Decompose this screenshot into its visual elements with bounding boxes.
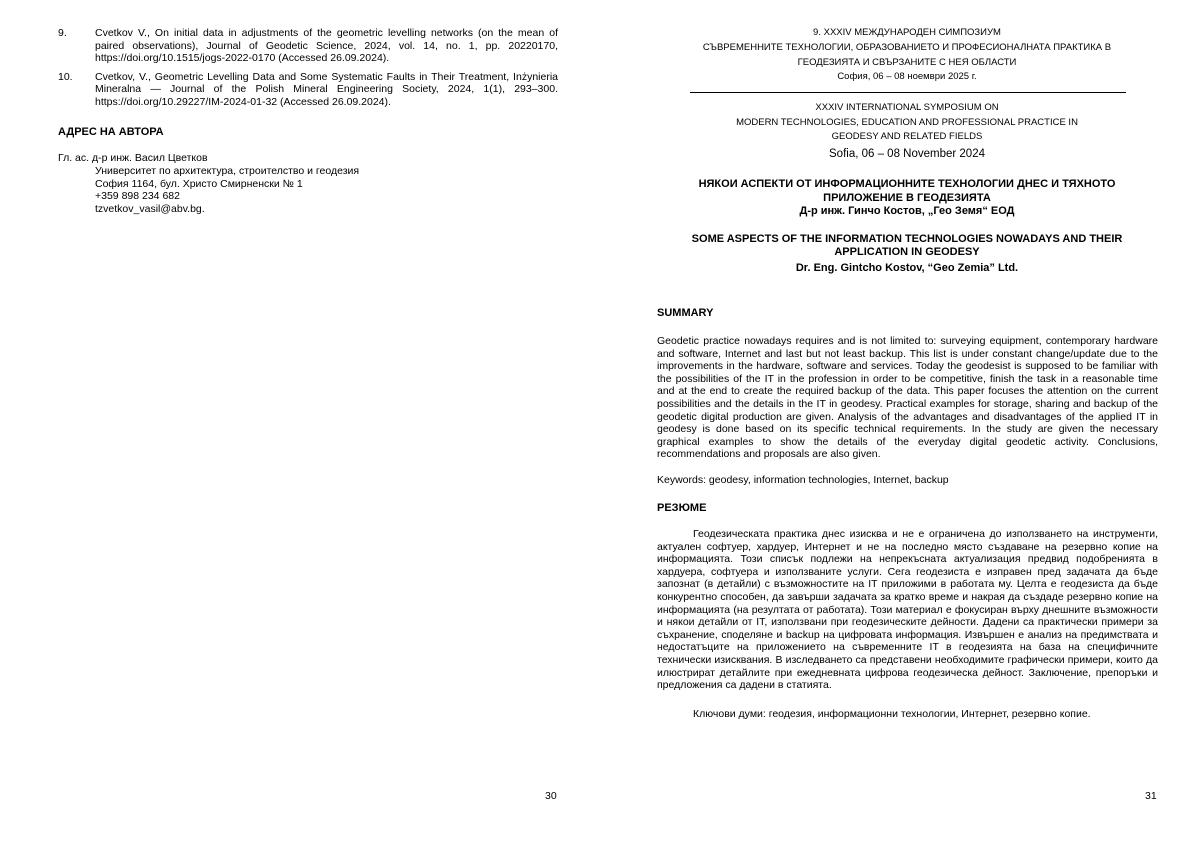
author-name: Гл. ас. д-р инж. Васил Цветков xyxy=(58,152,208,164)
summary-paragraph: Geodetic practice nowadays requires and is not limited to: surveying equipment, contemporary hardware and software, Internet and last but not least backup. This list is under constant change/update due to the improvements in the hardware, software and services. Today the geodesist is supposed to be familiar with the possibilities of the IT in the profession in order to be competitive, finish the task in a reasonable time and at the end to create the required backup of the data. This paper focuses the attention on the current possibilities and the details in the IT in geodesy. Practical examples for storage, sharing and backup of the geodetic digital production are given. Analysis of the advantages and disadvantages of the applied IT in geodesy is done based on its specific technical requirements. In the study are given the necessary graphical examples to show the details of the everyday digital geodetic activity. Conclusions, recommendations and proposals are also given. xyxy=(657,335,1158,461)
symposium-date: Sofia, 06 – 08 November 2024 xyxy=(829,147,985,160)
paper-title-en: APPLICATION IN GEODESY xyxy=(834,246,980,258)
reference-number: 10. xyxy=(58,70,73,83)
paper-title-bg: ПРИЛОЖЕНИЕ В ГЕОДЕЗИЯТА xyxy=(823,191,991,204)
symposium-line: ГЕОДЕЗИЯТА И СВЪРЗАНИТЕ С НЕЯ ОБЛАСТИ xyxy=(797,56,1017,68)
paper-author-bg: Д-р инж. Гинчо Костов, „Гео Земя“ ЕОД xyxy=(799,205,1015,217)
reference-number: 9. xyxy=(58,27,67,39)
email-address: tzvetkov_vasil@abv.bg. xyxy=(95,203,205,216)
reference-item xyxy=(58,27,558,65)
reference-text: Cvetkov, V., Geometric Levelling Data and Some Systematic Faults in Their Treatment, Inżynieria Mineralna — Journal of the Polish Mineral Engineering Society, 2024, 1(1), 293–300. https://doi.org/10.29227/IM-2024-01-32 (Accessed 26.09.2024). xyxy=(95,70,558,108)
reference-text: Cvetkov V., On initial data in adjustments of the geometric levelling networks (on the mean of paired observations), Journal of Geodetic Science, 2024, vol. 14, no. 1, pp. 20220170, https://doi.org/10.1515/jogs-2022-0170 (Accessed 26.09.2024). xyxy=(95,27,558,65)
paper-title-en: SOME ASPECTS OF THE INFORMATION TECHNOLOGIES NOWADAYS AND THEIR xyxy=(691,232,1123,245)
symposium-line: GEODESY AND RELATED FIELDS xyxy=(831,131,983,142)
rezume-heading: РЕЗЮМЕ xyxy=(657,502,707,514)
symposium-date: София, 06 – 08 ноември 2025 г. xyxy=(837,71,977,83)
header-divider xyxy=(690,92,1126,93)
paper-author-en: Dr. Eng. Gintcho Kostov, “Geo Zemia” Ltd. xyxy=(795,261,1019,274)
right-page xyxy=(600,0,1200,849)
paper-titles xyxy=(657,178,1157,275)
keywords-en: Keywords: geodesy, information technologies, Internet, backup xyxy=(657,474,949,486)
author-address xyxy=(58,152,359,216)
rezume-paragraph: Геодезическата практика днес изисква и не е ограничена до използването на инструменти, актуален софтуер, хардуер, Интернет и не на последно място създаване на резервно копие на информацията. Този списък подлежи на непрекъсната актуализация предвид подобренията в хардуера, софтуера и използваните услуги. Сега геодезиста е изправен пред задачата да бъде запознат (в детайли) с възможностите на IT приложими в работата му. Целта е геодезиста да бъде конкурентно способен, да завърши задачата за кратко време и накрая да създаде резервно копие на информацията (на резултата от работата). Този материал е фокусиран върху днешните възможности и някои детайли от IT, използвани при геодезическите дейности. Дадени са практически примери за съхранение, споделяне и backup на цифровата информация. Извършен е анализ на предимствата и недостатъците на приложението на съвременните IT в геодезията на база на специфичните технически изисквания. В изследването са представени необходимите графически примери, които да илюстрират детайлите при ежедневната цифрова геодезическа дейност. Заключение, препоръки и предложения са дадени в статията. xyxy=(657,528,1158,692)
reference-item xyxy=(58,71,558,109)
address-line: София 1164, бул. Христо Смирненски № 1 xyxy=(95,177,303,190)
reference-list xyxy=(58,27,558,115)
address-line: Университет по архитектура, строителство и геодезия xyxy=(95,164,360,177)
symposium-line: XXXIV INTERNATIONAL SYMPOSIUM ON xyxy=(815,102,999,113)
page-number: 30 xyxy=(545,790,557,802)
symposium-header-bg xyxy=(657,26,1157,85)
symposium-line: 9. XXXIV МЕЖДУНАРОДЕН СИМПОЗИУМ xyxy=(813,27,1001,38)
page-number: 31 xyxy=(1145,790,1157,802)
symposium-line: СЪВРЕМЕННИТЕ ТЕХНОЛОГИИ, ОБРАЗОВАНИЕТО И ПРОФЕСИОНАЛНАТА ПРАКТИКА В xyxy=(702,41,1112,53)
keywords-bg: Ключови думи: геодезия, информационни технологии, Интернет, резервно копие. xyxy=(693,708,1091,720)
symposium-header-en xyxy=(657,101,1157,161)
author-address-heading: АДРЕС НА АВТОРА xyxy=(58,126,164,138)
phone-number: +359 898 234 682 xyxy=(95,190,180,203)
summary-heading: SUMMARY xyxy=(657,307,714,319)
paper-title-bg: НЯКОИ АСПЕКТИ ОТ ИНФОРМАЦИОННИТЕ ТЕХНОЛОГИИ ДНЕС И ТЯХНОТО xyxy=(698,178,1116,190)
symposium-line: MODERN TECHNOLOGIES, EDUCATION AND PROFESSIONAL PRACTICE IN xyxy=(736,116,1078,128)
